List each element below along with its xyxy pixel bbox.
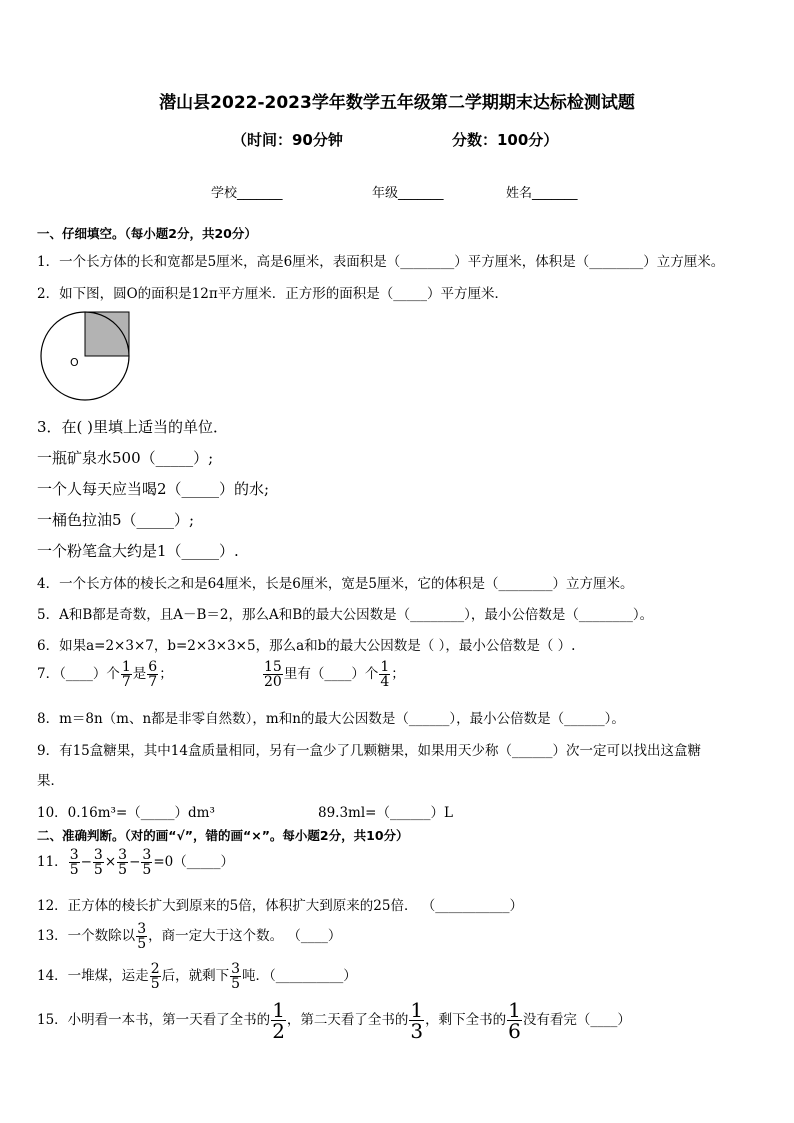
grade-field: 年级_______ <box>372 186 444 201</box>
exam-time: （时间：90分钟 <box>232 131 343 149</box>
circle-center-label: O <box>70 356 79 369</box>
question-5: 5．A和B都是奇数，且A－B＝2，那么A和B的最大公因数是（________），最小公倍数是（________）。 <box>37 607 654 623</box>
fraction-15-20: $\frac{15}{20}$ <box>264 659 282 690</box>
q13-pre: 13．一个数除以 <box>37 928 136 944</box>
q7-mid: 是 <box>132 666 147 682</box>
question-11: 11． $\frac{3}{5}$ − $\frac{3}{5}$ × $\frac{3}{5}$ − $\frac{3}{5}$ =0（_____） <box>37 847 234 878</box>
question-2: 2．如下图，圆O的面积是12π平方厘米．正方形的面积是（_____）平方厘米． <box>37 286 508 302</box>
question-3b: 一个人每天应当喝2（_____）的水; <box>37 480 270 498</box>
fraction-3-5: $\frac{3}{5}$ <box>142 847 152 878</box>
q15-mid2: ，剩下全书的 <box>425 1012 507 1028</box>
q15-mid: ，第二天看了全书的 <box>286 1012 409 1028</box>
school-field: 学校_______ <box>211 186 283 201</box>
question-6: 6．如果a=2×3×7，b=2×3×3×5，那么a和b的最大公因数是（ ），最小公倍数是（ ）. <box>37 638 576 654</box>
q13-post: ，商一定大于这个数。 （____） <box>148 928 342 944</box>
section-2-heading: 二、准确判断。（对的画“√”，错的画“×”。每小题2分，共10分） <box>37 828 409 843</box>
q15-post: 没有看完（____） <box>522 1012 631 1028</box>
q7-end2: ； <box>391 666 405 682</box>
question-3c: 一桶色拉油5（_____）; <box>37 511 195 529</box>
fraction-3-5: $\frac{3}{5}$ <box>137 921 147 952</box>
fraction-2-5: $\frac{2}{5}$ <box>150 961 160 992</box>
question-12: 12．正方体的棱长扩大到原来的5倍，体积扩大到原来的25倍． （___________） <box>37 898 523 914</box>
q14-pre: 14．一堆煤，运走 <box>37 968 149 984</box>
q14-mid: 后，就剩下 <box>161 968 230 984</box>
question-7-part2 <box>262 660 405 694</box>
circle-square-figure <box>38 309 136 405</box>
section-1-heading: 一、仔细填空。（每小题2分，共20分） <box>37 226 257 241</box>
fraction-1-6: $\frac{1}{6}$ <box>508 998 521 1043</box>
question-3a: 一瓶矿泉水500（_____）; <box>37 449 214 467</box>
question-4: 4．一个长方体的棱长之和是64厘米，长是6厘米，宽是5厘米，它的体积是（________）立方厘米。 <box>37 576 634 592</box>
fraction-1-4: $\frac{1}{4}$ <box>380 659 390 690</box>
question-9: 9．有15盒糖果，其中14盒质量相同，另有一盒少了几颗糖果，如果用天少称（______）次一定可以找出这盒糖 <box>37 743 701 759</box>
q15-pre: 15．小明看一本书，第一天看了全书的 <box>37 1012 271 1028</box>
question-10b: 89.3ml=（______）L <box>318 805 453 821</box>
fraction-6-7: $\frac{6}{7}$ <box>148 659 158 690</box>
question-7 <box>37 660 173 694</box>
fraction-1-3: $\frac{1}{3}$ <box>410 998 424 1043</box>
q7-end: ； <box>159 666 173 682</box>
exam-score: 分数：100分） <box>452 131 559 149</box>
question-1: 1．一个长方体的长和宽都是5厘米，高是6厘米，表面积是（________）平方厘米，体积是（________）立方厘米。 <box>37 254 725 270</box>
fraction-1-2: $\frac{1}{2}$ <box>272 998 285 1043</box>
question-8: 8．m＝8n（m、n都是非零自然数），m和n的最大公因数是（______），最小公倍数是（______）。 <box>37 711 625 727</box>
q7-mid2: 里有（____）个 <box>283 666 379 682</box>
question-15 <box>37 1000 631 1044</box>
fraction-1-7: $\frac{1}{7}$ <box>121 659 131 690</box>
fraction-3-5: $\frac{3}{5}$ <box>93 847 103 878</box>
question-3: 3．在( )里填上适当的单位． <box>37 418 229 436</box>
name-field: 姓名_______ <box>506 186 578 201</box>
question-13 <box>37 922 341 956</box>
q11-pre: 11． <box>37 854 68 870</box>
q14-post: 吨．（__________） <box>242 968 357 984</box>
question-14 <box>37 962 357 998</box>
q11-blank: =0（_____） <box>153 854 234 870</box>
fraction-3-5: $\frac{3}{5}$ <box>231 961 241 992</box>
fraction-3-5: $\frac{3}{5}$ <box>118 847 128 878</box>
page-title: 潜山县2022-2023学年数学五年级第二学期期末达标检测试题 <box>159 93 635 113</box>
q7-pre: 7．（____）个 <box>37 666 120 682</box>
question-3d: 一个粉笔盒大约是1（_____）. <box>37 542 239 560</box>
fraction-3-5: $\frac{3}{5}$ <box>69 847 79 878</box>
question-9-cont: 果． <box>37 773 64 789</box>
question-10a: 10．0.16m³=（_____）dm³ <box>37 805 215 821</box>
